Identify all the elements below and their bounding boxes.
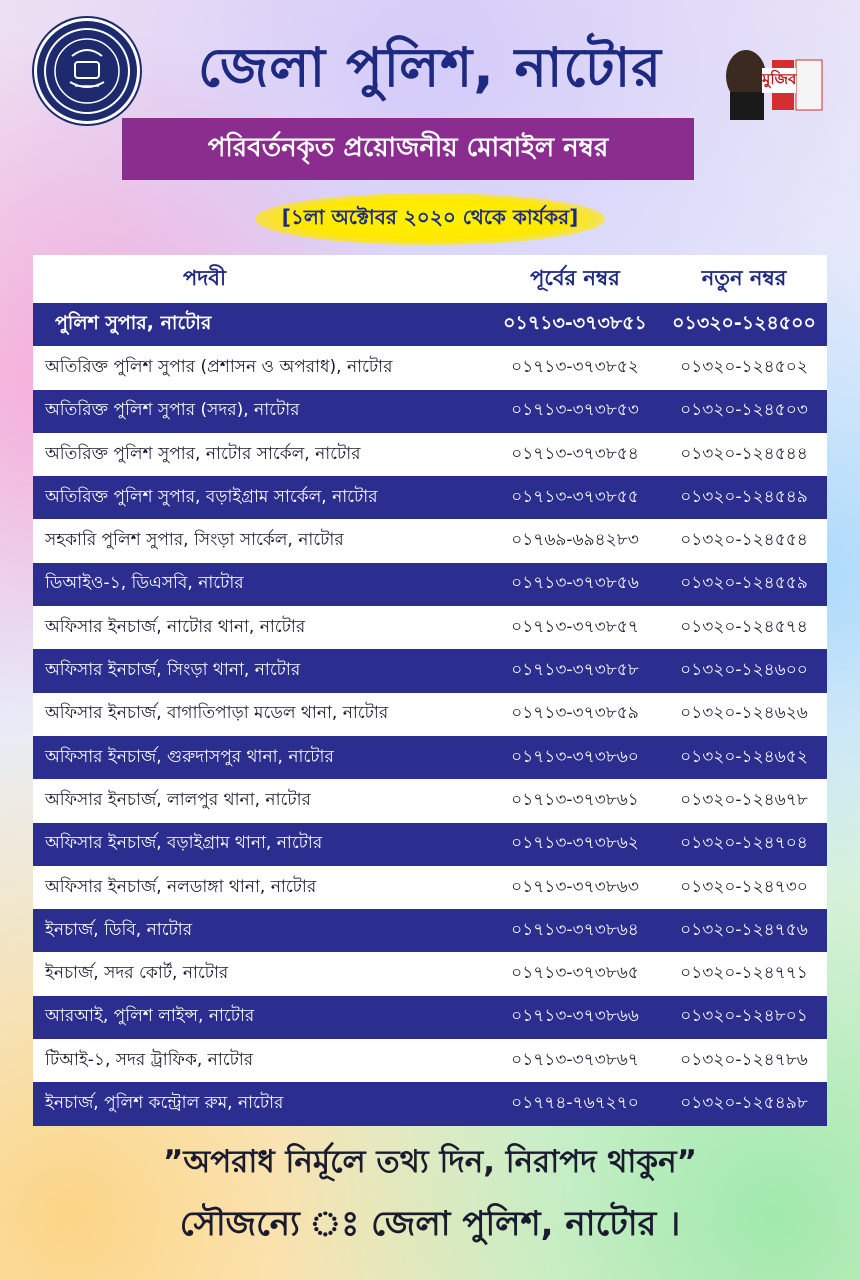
new-number-cell: ০১৩২০-১২৪৬৭৮ — [680, 789, 808, 810]
new-number-cell: ০১৩২০-১২৪৬০০ — [680, 660, 808, 681]
column-header-designation: পদবী — [183, 265, 226, 290]
old-number-cell: ০১৭১৩-৩৭৩৮৬৫ — [511, 963, 639, 984]
new-number-cell: ০১৩২০-১২৪৫৭৪ — [680, 616, 808, 637]
designation-cell: ইনচার্জ, পুলিশ কন্ট্রোল রুম, নাটোর — [45, 1092, 284, 1113]
old-number-cell: ০১৭১৩-৩৭৩৮৫৬ — [511, 573, 639, 594]
old-number-cell: ০১৭১৩-৩৭৩৮৫১ — [503, 311, 647, 334]
table-row — [33, 779, 827, 822]
designation-cell: টিআই-১, সদর ট্রাফিক, নাটোর — [45, 1049, 254, 1070]
old-number-cell: ০১৭১৩-৩৭৩৮৫৫ — [511, 486, 639, 507]
column-header-new-number: নতুন নম্বর — [701, 265, 787, 290]
new-number-cell: ০১৩২০-১২৪৭৮৬ — [680, 1049, 808, 1070]
old-number-cell: ০১৭১৩-৩৭৩৮৬০ — [511, 746, 639, 767]
table-row — [33, 519, 827, 562]
slogan: ”অপরাধ নির্মূলে তথ্য দিন, নিরাপদ থাকুন” — [163, 1144, 697, 1180]
designation-cell: পুলিশ সুপার, নাটোর — [55, 311, 212, 334]
table-header — [33, 255, 827, 303]
designation-cell: অতিরিক্ত পুলিশ সুপার (সদর), নাটোর — [45, 400, 300, 421]
designation-cell: অতিরিক্ত পুলিশ সুপার, নাটোর সার্কেল, নাটোর — [45, 443, 361, 464]
table-row — [33, 952, 827, 995]
designation-cell: অফিসার ইনচার্জ, নাটোর থানা, নাটোর — [45, 616, 306, 637]
new-number-cell: ০১৩২০-১২৪৭৩০ — [680, 876, 808, 897]
table-row — [33, 736, 827, 779]
new-number-cell: ০১৩২০-১২৪৫৪৪ — [680, 443, 808, 464]
logo-text: মুজিব — [762, 68, 796, 93]
designation-cell: ইনচার্জ, ডিবি, নাটোর — [45, 919, 193, 940]
old-number-cell: ০১৭৬৯-৬৯৪২৮৩ — [511, 530, 639, 551]
new-number-cell: ০১৩২০-১২৪৭৫৬ — [680, 919, 808, 940]
new-number-cell: ০১৩২০-১২৪৫৫৪ — [680, 530, 808, 551]
new-number-cell: ০১৩২০-১২৪৫০২ — [680, 356, 808, 377]
new-number-cell: ০১৩২০-১২৪৫০৩ — [680, 400, 808, 421]
table-row — [33, 1082, 827, 1125]
designation-cell: অফিসার ইনচার্জ, নলডাঙ্গা থানা, নাটোর — [45, 876, 317, 897]
new-number-cell: ০১৩২০-১২৫৪৯৮ — [680, 1092, 808, 1113]
old-number-cell: ০১৭১৩-৩৭৩৮৬৪ — [511, 919, 639, 940]
column-header-old-number: পূর্বের নম্বর — [530, 265, 620, 290]
contact-table — [33, 255, 827, 1126]
old-number-cell: ০১৭১৩-৩৭৩৮৫৩ — [511, 400, 639, 421]
new-number-cell: ০১৩২০-১২৪৭৭১ — [680, 963, 808, 984]
police-emblem-icon — [34, 18, 140, 124]
old-number-cell: ০১৭১৩-৩৭৩৮৫৭ — [511, 616, 639, 637]
old-number-cell: ০১৭১৩-৩৭৩৮৬৭ — [511, 1049, 639, 1070]
designation-cell: সহকারি পুলিশ সুপার, সিংড়া সার্কেল, নাটোর — [45, 530, 344, 551]
old-number-cell: ০১৭১৩-৩৭৩৮৫৮ — [511, 660, 639, 681]
courtesy-line: সৌজন্যে ঃ জেলা পুলিশ, নাটোর । — [179, 1204, 681, 1244]
table-row — [33, 433, 827, 476]
old-number-cell: ০১৭১৩-৩৭৩৮৬১ — [511, 789, 639, 810]
table-row — [33, 1039, 827, 1082]
designation-cell: অতিরিক্ত পুলিশ সুপার, বড়াইগ্রাম সার্কেল, নাটোর — [45, 486, 378, 507]
table-row — [33, 476, 827, 519]
old-number-cell: ০১৭১৩-৩৭৩৮৬৬ — [511, 1006, 639, 1027]
new-number-cell: ০১৩২০-১২৪৬২৬ — [680, 703, 808, 724]
old-number-cell: ০১৭১৩-৩৭৩৮৫২ — [511, 356, 639, 377]
new-number-cell: ০১৩২০-১২৪৮০১ — [680, 1006, 808, 1027]
new-number-cell: ০১৩২০-১২৪৫০০ — [672, 311, 816, 334]
designation-cell: অফিসার ইনচার্জ, লালপুর থানা, নাটোর — [45, 789, 311, 810]
designation-cell: অফিসার ইনচার্জ, সিংড়া থানা, নাটোর — [45, 660, 301, 681]
new-number-cell: ০১৩২০-১২৪৫৫৯ — [680, 573, 808, 594]
table-row — [33, 693, 827, 736]
old-number-cell: ০১৭১৩-৩৭৩৮৫৪ — [511, 443, 639, 464]
designation-cell: ইনচার্জ, সদর কোর্ট, নাটোর — [45, 963, 229, 984]
table-row — [33, 303, 827, 346]
table-row — [33, 563, 827, 606]
mujib-borsho-logo-icon — [716, 40, 824, 122]
old-number-cell: ০১৭১৩-৩৭৩৮৫৯ — [511, 703, 639, 724]
table-row — [33, 909, 827, 952]
table-row — [33, 346, 827, 389]
designation-cell: আরআই, পুলিশ লাইন্স, নাটোর — [45, 1006, 255, 1027]
old-number-cell: ০১৭১৩-৩৭৩৮৬৩ — [511, 876, 639, 897]
new-number-cell: ০১৩২০-১২৪৫৪৯ — [680, 486, 808, 507]
table-row — [33, 390, 827, 433]
new-number-cell: ০১৩২০-১২৪৬৫২ — [680, 746, 808, 767]
table-row — [33, 996, 827, 1039]
table-row — [33, 649, 827, 692]
new-number-cell: ০১৩২০-১২৪৭০৪ — [680, 833, 808, 854]
designation-cell: অফিসার ইনচার্জ, বড়াইগ্রাম থানা, নাটোর — [45, 833, 323, 854]
effective-date: [১লা অক্টোবর ২০২০ থেকে কার্যকর] — [255, 193, 605, 245]
old-number-cell: ০১৭৭৪-৭৬৭২৭০ — [511, 1092, 639, 1113]
designation-cell: ডিআইও-১, ডিএসবি, নাটোর — [45, 573, 244, 594]
table-body — [33, 303, 827, 1126]
table-row — [33, 823, 827, 866]
designation-cell: অফিসার ইনচার্জ, বাগাতিপাড়া মডেল থানা, নাটোর — [45, 703, 389, 724]
designation-cell: অতিরিক্ত পুলিশ সুপার (প্রশাসন ও অপরাধ), নাটোর — [45, 356, 393, 377]
subtitle-banner: পরিবর্তনকৃত প্রয়োজনীয় মোবাইল নম্বর — [122, 118, 694, 180]
table-row — [33, 866, 827, 909]
old-number-cell: ০১৭১৩-৩৭৩৮৬২ — [511, 833, 639, 854]
designation-cell: অফিসার ইনচার্জ, গুরুদাসপুর থানা, নাটোর — [45, 746, 334, 767]
table-row — [33, 606, 827, 649]
page-title: জেলা পুলিশ, নাটোর — [198, 36, 662, 99]
